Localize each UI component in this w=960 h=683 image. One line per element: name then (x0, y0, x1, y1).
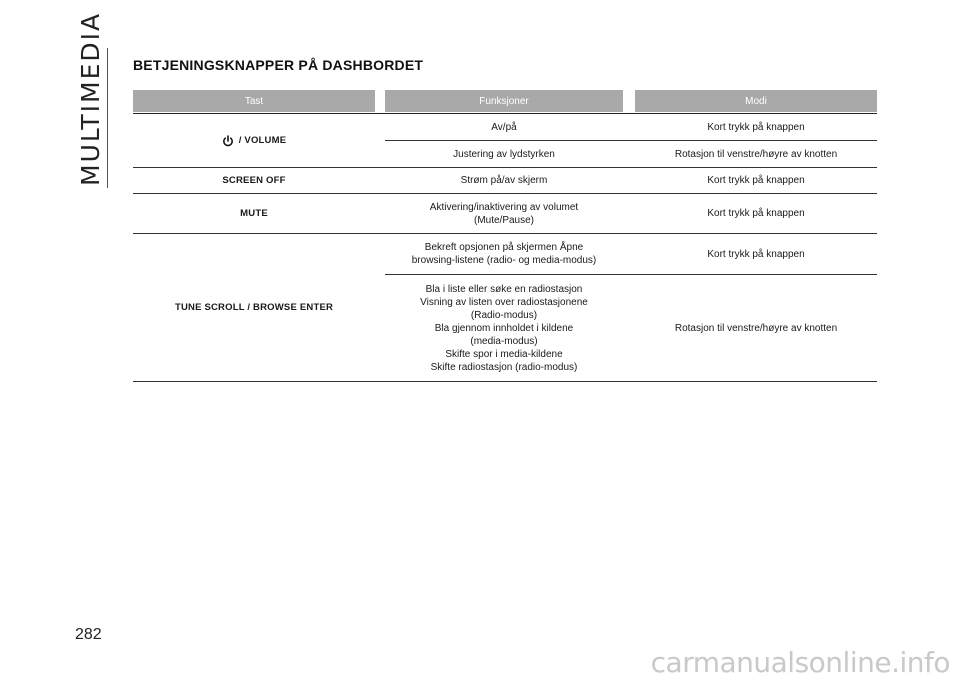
chapter-side-rule (107, 48, 108, 188)
function-cell: Justering av lydstyrken (453, 148, 555, 160)
section-title: BETJENINGSKNAPPER PÅ DASHBORDET (133, 57, 424, 73)
table-header (133, 90, 877, 112)
table-row (133, 194, 877, 234)
watermark: carmanualsonline.info (650, 646, 950, 679)
mode-cell: Kort trykk på knappen (707, 121, 805, 133)
controls-table (133, 90, 877, 382)
function-cell: Strøm på/av skjerm (460, 175, 548, 186)
function-line: (Mute/Pause) (473, 214, 535, 226)
function-line: Bla gjennom innholdet i kildene (434, 322, 574, 334)
mode-cell: Kort trykk på knappen (707, 208, 805, 219)
chapter-side-label: MULTIMEDIA (76, 11, 105, 186)
power-icon (222, 135, 234, 147)
table-row (133, 114, 877, 168)
mode-cell: Kort trykk på knappen (707, 248, 805, 260)
function-line: Aktivering/inaktivering av volumet (429, 201, 579, 213)
function-cell (385, 275, 623, 381)
function-line: Skifte spor i media-kildene (445, 348, 563, 360)
header-mode: Modi (635, 90, 877, 112)
page-number: 282 (75, 626, 102, 643)
mode-cell: Kort trykk på knappen (707, 175, 805, 186)
function-line: (Radio-modus) (470, 309, 538, 321)
function-line: Bekreft opsjonen på skjermen Åpne (424, 242, 584, 253)
function-line: browsing-listene (radio- og media-modus) (411, 255, 597, 266)
key-label: / VOLUME (238, 135, 287, 146)
key-cell: MUTE (240, 208, 268, 219)
table-row (133, 234, 877, 382)
function-cell: Av/på (491, 121, 517, 133)
table-row (133, 168, 877, 194)
function-line: Visning av listen over radiostasjonene (420, 296, 588, 308)
header-key: Tast (133, 90, 375, 112)
function-line: Bla i liste eller søke en radiostasjon (425, 283, 583, 295)
mode-cell: Rotasjon til venstre/høyre av knotten (674, 322, 838, 334)
function-line: (media-modus) (470, 335, 538, 347)
key-cell: SCREEN OFF (222, 175, 286, 186)
key-cell (133, 114, 375, 167)
function-cell (385, 234, 623, 274)
key-cell: TUNE SCROLL / BROWSE ENTER (174, 302, 334, 313)
header-function: Funksjoner (385, 90, 623, 112)
function-line: Skifte radiostasjon (radio-modus) (430, 361, 578, 373)
mode-cell: Rotasjon til venstre/høyre av knotten (674, 148, 838, 160)
function-cell (385, 194, 623, 233)
